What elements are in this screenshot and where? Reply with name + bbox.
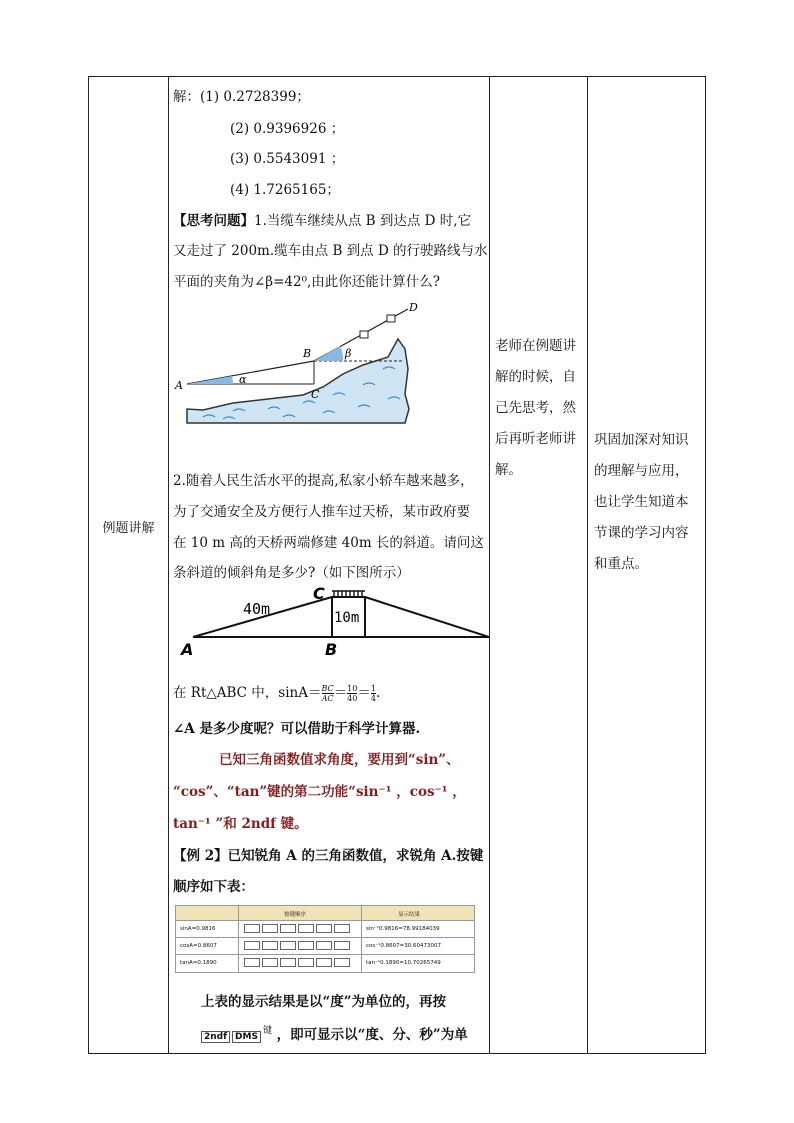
column-divider (168, 77, 169, 1053)
key-icons (244, 924, 352, 933)
fraction: $\frac{BC}{AC}$ (321, 684, 334, 703)
label-d: D (409, 301, 418, 314)
key-icons (244, 958, 352, 967)
example-line: 【例 2】已知锐角 A 的三角函数值，求锐角 A.按键 (173, 848, 484, 864)
question-line: 在 10 m 高的天桥两端修建 40m 长的斜道。请问这 (173, 535, 484, 551)
2ndf-key: 2ndf (201, 1031, 230, 1043)
table-header (176, 906, 474, 920)
answer-line: 解：(1) 0.2728399； (173, 89, 310, 105)
lesson-table (88, 76, 706, 1054)
question-line: 条斜道的倾斜角是多少?（如下图所示） (173, 565, 410, 581)
teacher-activity: 老师在例题讲 解的时候，自 己先思考，然 后再听老师讲 解。 (495, 338, 576, 478)
key-icons (244, 941, 352, 950)
row-condition: sinA=0.9816 (180, 926, 216, 932)
label-c: C (311, 388, 320, 401)
after-table-line: 上表的显示结果是以“度”为单位的，再按 (201, 994, 447, 1010)
cable-car-figure (173, 299, 433, 449)
column-divider (489, 77, 490, 1053)
formula-line: 在 Rt△ABC 中，sinA＝ $\frac{BC}{AC}$ ＝ $\frac{10}{40}$ ＝ $\frac{1}{4}$ . (173, 684, 381, 703)
question-line: 2.随着人民生活水平的提高,私家小轿车越来越多， (173, 473, 474, 489)
answer-line: (3) 0.5543091 ； (230, 151, 345, 167)
cable-car-icon (360, 331, 368, 338)
key-hint-line: 已知三角函数值求角度，要用到“sin”、 (219, 752, 460, 768)
alpha-wedge (187, 376, 233, 384)
label-b: B (325, 640, 338, 659)
label-a: A (181, 640, 194, 659)
beta-wedge (314, 346, 343, 361)
fraction: $\frac{10}{40}$ (347, 684, 358, 703)
answer-line: (4) 1.7265165； (230, 182, 340, 198)
header-result: 显示结果 (398, 912, 421, 918)
key-hint-line: “cos”、“tan”键的第二功能“sin⁻¹ ，cos⁻¹ ， (173, 784, 466, 800)
think-title: 【思考问题】 (173, 213, 254, 229)
length-40m: 40m (243, 600, 271, 618)
dms-key: DMS (232, 1031, 261, 1043)
length-10m: 10m (334, 610, 360, 626)
header-keys: 按键顺序 (284, 912, 307, 918)
label-alpha: α (239, 373, 247, 386)
question-line: 为了交通安全及方便行人推车过天桥，某市政府要 (173, 504, 470, 520)
after-table-line: 2ndf $DMS^键$ ，即可显示以“度、分、秒”为单 (201, 1023, 468, 1043)
row-result: tan⁻¹0.1890=10.70265749 (366, 960, 441, 966)
think-question-line: 【思考问题】1.当缆车继续从点 B 到达点 D 时,它 (173, 213, 472, 229)
key-sequence-table (175, 905, 475, 973)
answer-line: (2) 0.9396926 ； (230, 121, 345, 137)
cable-car-icon (387, 315, 395, 322)
slope-right (365, 597, 489, 637)
label-b: B (303, 347, 312, 360)
section-label: 例题讲解 (102, 521, 155, 536)
column-divider (587, 77, 588, 1053)
label-c: C (313, 584, 325, 603)
bridge-figure (181, 584, 491, 659)
example-line: 顺序如下表： (173, 879, 254, 895)
think-question-line: 平面的夹角为∠β=42⁰,由此你还能计算什么? (173, 274, 441, 290)
think-question-line: 又走过了 200m.缆车由点 B 到点 D 的行驶路线与水 (173, 243, 488, 259)
angle-question: ∠A 是多少度呢？可以借助于科学计算器. (173, 721, 421, 737)
design-intent: 巩固加深对知识 的理解与应用， 也让学生知道本 节课的学习内容 和重点。 (594, 432, 689, 572)
label-beta: β (345, 347, 352, 360)
row-condition: tanA=0.1890 (180, 960, 217, 966)
row-result: sin⁻¹0.9816=78.99184039 (366, 926, 440, 932)
row-result: cos⁻¹0.8607=30.60473007 (366, 943, 441, 949)
cable-ab (187, 361, 314, 384)
fraction: $\frac{1}{4}$ (370, 684, 376, 703)
key-hint-line: tan⁻¹ ”和 2ndf 键。 (173, 816, 308, 832)
label-a: A (175, 379, 183, 392)
row-condition: cosA=0.8607 (180, 943, 217, 949)
